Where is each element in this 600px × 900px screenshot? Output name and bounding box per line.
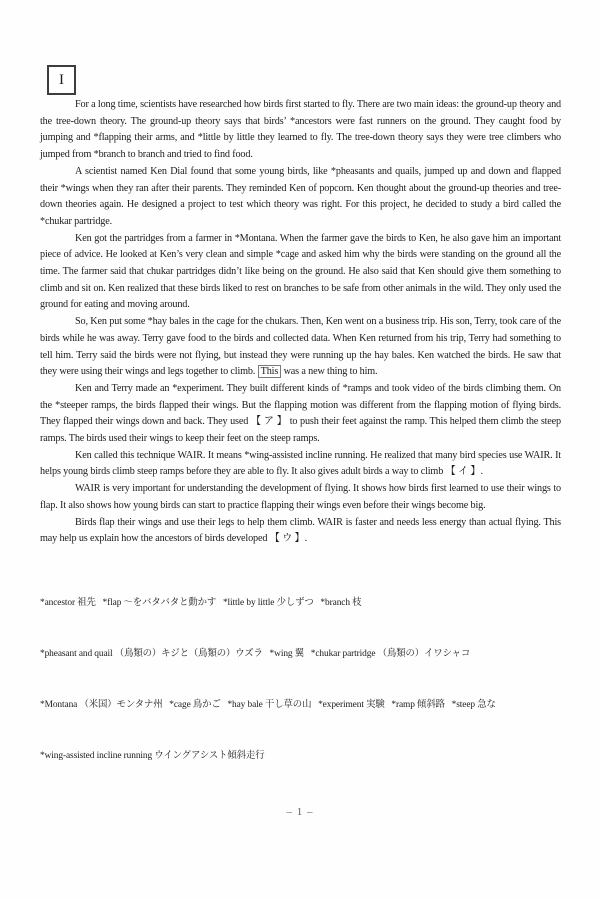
paragraph-5: Ken and Terry made an *experiment. They built different kinds of *ramps and took video of the birds climbing them. On the *steeper ramps, the birds flapped their wings. But the flapping motion was different from the flapping motion of flying birds. They flapped their wings down and back. They used 【 ア 】 to push their feet against the ramp. This helped them climb the steep ramps. The birds used their wings to keep their feet on the steep ramps. [40,382,561,445]
section-label: I [59,71,64,88]
footnote-line-1: *ancestor 祖先 *flap ～をバタバタと動かす *little by little 少しずつ *branch 枝 [40,597,362,608]
boxed-word-this: This [258,365,282,378]
paragraph-4-post-text: was a new thing to him. [281,366,378,378]
page-number: – 1 – [286,806,314,818]
page-content [40,97,561,799]
paragraph-6: Ken called this technique WAIR. It means *wing-assisted incline running. He realized that many bird species use WAIR. It helps young birds climb steep ramps before they are able to fly. It also gives adult birds a way to climb 【 イ 】. [40,449,561,478]
paragraph-2: A scientist named Ken Dial found that some young birds, like *pheasants and quails, jumped up and down and flapped their *wings when they ran after their parents. They reminded Ken of popcorn. Ken thought about the ground-up theories and tree-down theories again. He designed a project to test which theory was right. For this project, he decided to study a bird called the *chukar partridge. [40,165,561,227]
paragraph-4 [40,314,561,381]
vocabulary-footnotes [40,561,561,799]
paragraph-3: Ken got the partridges from a farmer in *Montana. When the farmer gave the birds to Ken, he also gave him an important piece of advice. He looked at Ken’s very clean and simple *cage and asked him why the birds were standing on the ground all the time. The farmer said that chukar partridges didn’t like being on the ground. He also said that Ken should give them something to climb and sit on. Ken realized that these birds liked to rest on branches to be safe from other animals in the wild. They only used the ground for eating and moving around. [40,232,561,311]
paragraph-4-pre-text: So, Ken put some *hay bales in the cage for the chukars. Then, Ken went on a business trip. His son, Terry, took care of the birds while he was away. Terry gave food to the birds and collected data. When Ken returned from his trip, Terry had something to tell him. Terry said the birds were not flying, but instead they were running up the hay bales. Ken watched the birds. He saw that they were using their wings and legs together to climb. [40,316,561,378]
reading-passage [40,97,561,548]
footnote-line-4: *wing-assisted incline running ウイングアシスト傾斜走行 [40,750,265,761]
footnote-line-2: *pheasant and quail （鳥類の）キジと（鳥類の）ウズラ *wing 翼 *chukar partridge （鳥類の）イワシャコ [40,648,471,659]
paragraph-7: WAIR is very important for understanding the development of flying. It shows how birds first learned to use their wings to flap. It also shows how young birds can start to practice flapping their wings even before their wings become big. [40,483,561,511]
paragraph-8: Birds flap their wings and use their legs to help them climb. WAIR is faster and needs less energy than actual flying. This may help us explain how the ancestors of birds developed 【 ウ 】. [40,516,561,545]
section-label-box [47,65,76,95]
footnote-line-3: *Montana （米国）モンタナ州 *cage 鳥かご *hay bale 干し草の山 *experiment 実験 *ramp 傾斜路 *steep 急な [40,699,496,710]
paragraph-1: For a long time, scientists have researched how birds first started to fly. There are two main ideas: the ground-up theory and the tree-down theory. The ground-up theory says that birds’ *ancestors were fast runners on the ground. They caught food by jumping and *flapping their arms, and *little by little they learned to fly. The tree-down theory says they were tree climbers who jumped from *branch to branch and tried to find food. [40,99,561,161]
